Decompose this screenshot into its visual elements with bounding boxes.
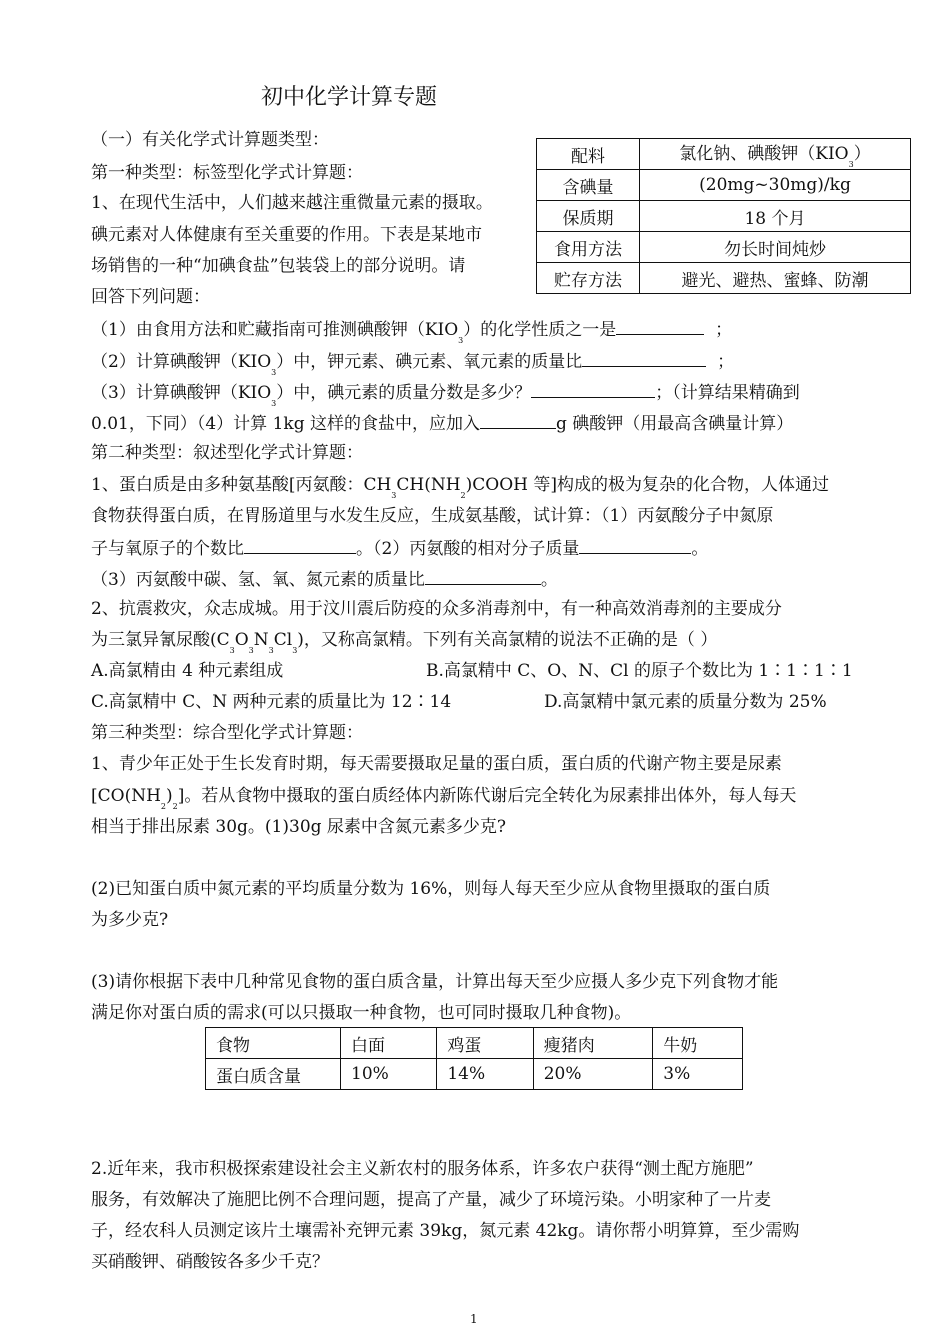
q1-part1: （1）由食用方法和贮藏指南可推测碘酸钾$(KIO_3)$的化学性质之一是 ； [91, 320, 733, 345]
q5-line: 服务，有效解决了施肥比例不合理问题，提高了产量，减少了环境污染。小明家种了一片麦 [91, 1190, 771, 1210]
table-cell: 避光、避热、蜜蜂、防潮 [640, 263, 911, 294]
q2-line: 1、蛋白质是由多种氨基酸[丙氨酸：$CH_3CH(NH_2)COOH$ 等]构成的极为复杂的化合物，人体通过 [91, 475, 830, 500]
page-title: 初中化学计算专题 [261, 85, 438, 110]
table-cell: (20mg~30mg)/kg [640, 170, 911, 201]
table-cell: 含碘量 [537, 170, 640, 201]
section-heading: （一）有关化学式计算题类型： [91, 130, 329, 150]
table-cell: 食用方法 [537, 232, 640, 263]
q4-line: 相当于排出尿素 30g。(1)30g 尿素中含氮元素多少克? [91, 817, 507, 837]
page-number: 1 [470, 1312, 478, 1326]
q4-part3: (3)请你根据下表中几种常见食物的蛋白质含量，计算出每天至少应摄人多少克下列食物才能 [91, 972, 779, 992]
table-row [206, 1028, 743, 1059]
table-cell: 配料 [537, 139, 640, 170]
q1-part4: 0.01，下同）（4）计算 1kg 这样的食盐中，应加入 g 碘酸钾（用最高含碘量计算） [91, 414, 794, 434]
answer-blank[interactable] [425, 568, 541, 585]
q1-part2: （2）计算碘酸钾$(KIO_3)$中，钾元素、碘元素、氧元素的质量比 ； [91, 352, 735, 377]
option-a: A.高氯精由 4 种元素组成 [91, 661, 284, 681]
q3-line: 2、抗震救灾，众志成城。用于汶川震后防疫的众多消毒剂中，有一种高效消毒剂的主要成分 [91, 599, 782, 619]
answer-blank[interactable] [582, 350, 706, 367]
table-cell: 白面 [341, 1028, 437, 1059]
answer-blank[interactable] [480, 412, 556, 429]
q4-part3: 满足你对蛋白质的需求(可以只摄取一种食物，也可同时摄取几种食物)。 [91, 1003, 632, 1023]
table-cell: 食物 [206, 1028, 341, 1059]
table-row [537, 263, 911, 294]
q3-line: 为三氯异氰尿酸$(C_3O_3N_3Cl_3)$，又称高氯精。下列有关高氯精的说法不正确的是（ ） [91, 630, 718, 655]
q1-line: 1、在现代生活中，人们越来越注重微量元素的摄取。 [91, 193, 493, 213]
option-d: D.高氯精中氯元素的质量分数为 25% [544, 692, 827, 712]
table-cell: 18 个月 [640, 201, 911, 232]
answer-blank[interactable] [244, 537, 356, 554]
type1-heading: 第一种类型：标签型化学式计算题： [91, 163, 363, 183]
q4-line: 1、青少年正处于生长发育时期，每天需要摄取足量的蛋白质，蛋白质的代谢产物主要是尿素 [91, 754, 782, 774]
table-cell: 贮存方法 [537, 263, 640, 294]
table-cell: 勿长时间炖炒 [640, 232, 911, 263]
option-b: B.高氯精中 C、O、N、Cl 的原子个数比为 1∶1∶1∶1 [426, 661, 853, 681]
q5-line: 子，经农科人员测定该片土壤需补充钾元素 39kg，氮元素 42kg。请你帮小明算算，至少需购 [91, 1221, 800, 1241]
q5-line: 买硝酸钾、硝酸铵各多少千克？ [91, 1252, 329, 1272]
q4-line: $[CO(NH_2)_2]$。若从食物中摄取的蛋白质经体内新陈代谢后完全转化为尿素排出体外，每人每天 [91, 786, 797, 811]
table-cell: 3% [653, 1059, 743, 1090]
option-c: C.高氯精中 C、N 两种元素的质量比为 12∶14 [91, 692, 452, 712]
q2-line: 食物获得蛋白质，在胃肠道里与水发生反应，生成氨基酸，试计算：（1）丙氨酸分子中氮原 [91, 506, 774, 526]
table-cell: 瘦猪肉 [533, 1028, 653, 1059]
table-cell: 保质期 [537, 201, 640, 232]
answer-blank[interactable] [531, 381, 655, 398]
table-row [206, 1059, 743, 1090]
table-cell: 鸡蛋 [437, 1028, 533, 1059]
subscript: 3 [848, 160, 854, 169]
table-cell: 14% [437, 1059, 533, 1090]
table-cell: 氯化钠、碘酸钾$(KIO_3)$ [640, 139, 911, 170]
type3-heading: 第三种类型：综合型化学式计算题： [91, 723, 363, 743]
table-cell: 20% [533, 1059, 653, 1090]
type2-heading: 第二种类型：叙述型化学式计算题： [91, 443, 363, 463]
q1-line: 回答下列问题： [91, 287, 210, 307]
table-row [537, 201, 911, 232]
answer-blank[interactable] [616, 318, 704, 335]
q2-line: 子与氧原子的个数比 。（2）丙氨酸的相对分子质量 。 [91, 539, 709, 559]
q5-line: 2.近年来，我市积极探索建设社会主义新农村的服务体系，许多农户获得“测土配方施肥” [91, 1159, 754, 1179]
salt-label-table [536, 138, 911, 294]
answer-blank[interactable] [579, 537, 691, 554]
q2-line: （3）丙氨酸中碳、氢、氧、氮元素的质量比 。 [91, 570, 558, 590]
table-cell: 蛋白质含量 [206, 1059, 341, 1090]
q1-line: 场销售的一种“加碘食盐”包装袋上的部分说明。请 [91, 256, 466, 276]
q4-part2: (2)已知蛋白质中氮元素的平均质量分数为 16%，则每人每天至少应从食物里摄取的蛋白质 [91, 879, 771, 899]
table-row [537, 170, 911, 201]
table-cell: 牛奶 [653, 1028, 743, 1059]
table-cell: 10% [341, 1059, 437, 1090]
table-row [537, 139, 911, 170]
q1-line: 碘元素对人体健康有至关重要的作用。下表是某地市 [91, 225, 482, 245]
food-protein-table [205, 1027, 743, 1090]
q1-part3: （3）计算碘酸钾$(KIO_3)$中，碘元素的质量分数是多少？ ；（计算结果精确到 [91, 383, 800, 408]
q4-part2: 为多少克? [91, 910, 169, 930]
table-row [537, 232, 911, 263]
